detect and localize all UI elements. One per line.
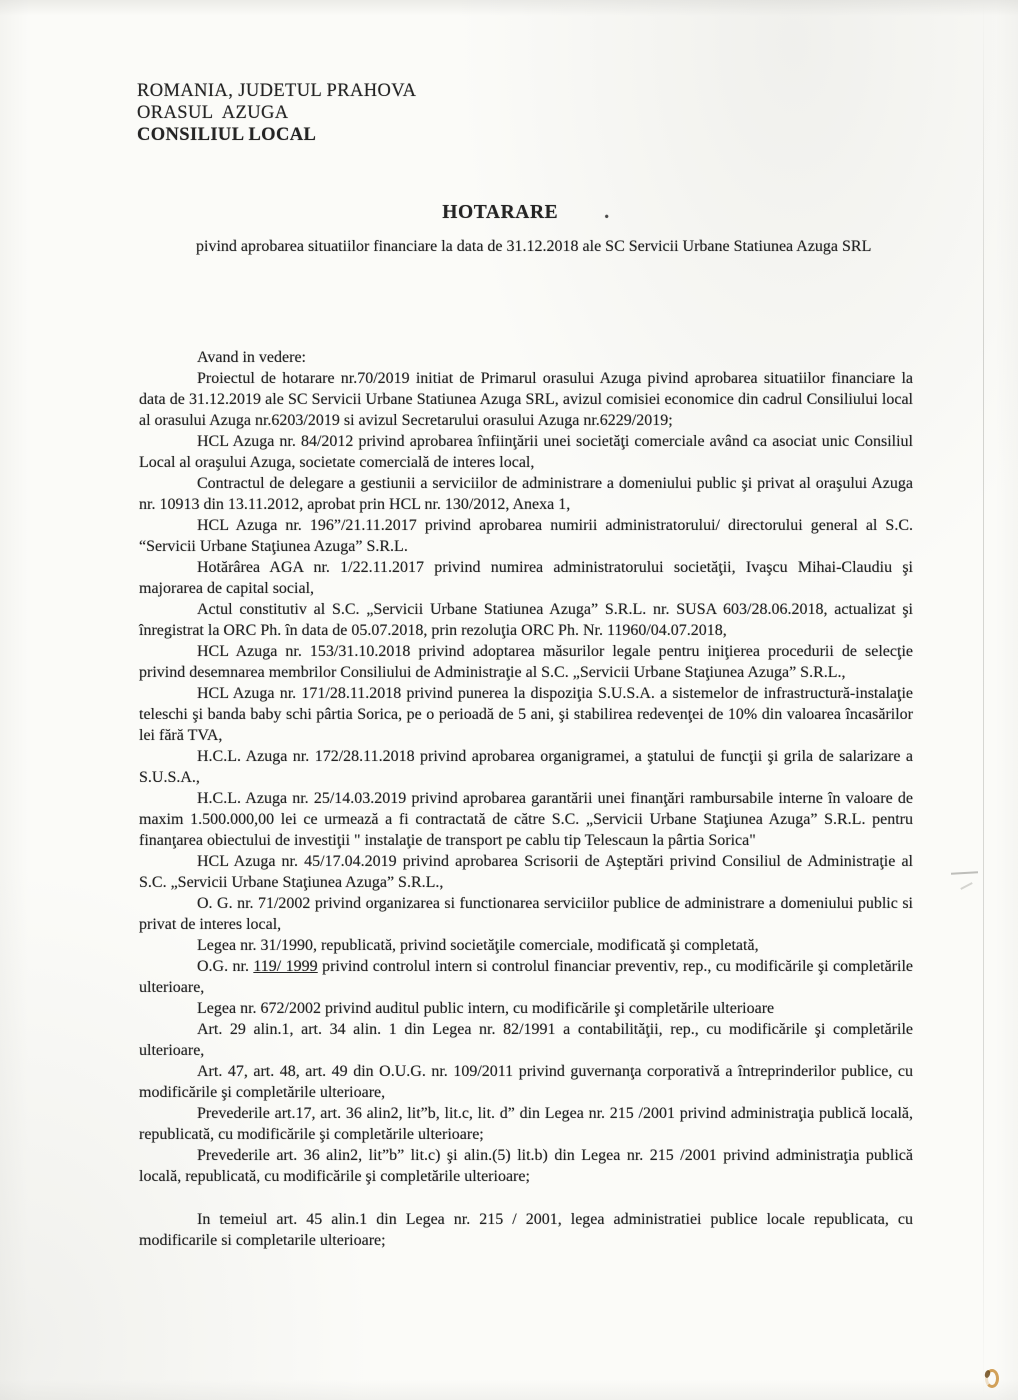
paragraph-text: Legea nr. 672/2002 privind auditul public intern, cu modificările şi completările ulterioare: [197, 1000, 775, 1017]
paragraph-text: privind controlul intern si controlul financiar preventiv, rep., cu modificările şi completările ulterioare,: [139, 958, 913, 996]
title-trailing-dot: .: [604, 202, 610, 223]
header-line-country: ROMANIA, JUDETUL PRAHOVA: [137, 81, 417, 101]
paragraph-text: HCL Azuga nr. 171/28.11.2018 privind punerea la dispoziţia S.U.S.A. a sistemelor de infrastructură-instalaţie teleschi şi banda baby schi pârtia Sorica, pe o perioadă de 5 ani, şi stabilirea redevenţei de 10% din valoarea încasărilor lei fără TVA,: [139, 685, 913, 744]
document-title: HOTARARE: [442, 202, 559, 223]
paragraph-text: Proiectul de hotarare nr.70/2019 initiat de Primarul orasului Azuga pivind aprobarea situatiilor financiare la data de 31.12.2019 ale SC Servicii Urbane Statiunea Azuga SRL, avizul comisiei economice din cadrul Consiliului local al orasului Azuga nr.6203/2019 si avizul Secretarului orasului Azuga nr.6229/2019;: [139, 370, 913, 429]
paragraph: [139, 1145, 913, 1187]
header-block: [137, 80, 416, 146]
paragraph-text: HCL Azuga nr. 196”/21.11.2017 privind aprobarea numirii administratorului/ directorului general al S.C. “Servicii Urbane Staţiunea Azuga” S.R.L.: [139, 517, 913, 555]
paragraph: [139, 1019, 913, 1061]
preamble-label: Avand in vedere:: [197, 349, 306, 366]
paragraph-text: Legea nr. 31/1990, republicată, privind societăţile comerciale, modificată şi completată,: [197, 937, 759, 954]
paragraph: [139, 473, 913, 515]
document-body: [139, 347, 913, 1251]
paragraph-text: Prevederile art. 36 alin2, lit”b” lit.c) şi alin.(5) lit.b) din Legea nr. 215 /2001 privind administraţia publică locală, republicată, cu modificările şi completările ulterioare;: [139, 1147, 913, 1185]
underlined-law-reference: 119/ 1999: [253, 958, 318, 975]
paragraph-text: Art. 47, art. 48, art. 49 din O.U.G. nr. 109/2011 privind guvernanţa corporativă a întreprinderilor publice, cu modificările şi completările ulterioare,: [139, 1063, 913, 1101]
scan-fold-line: [983, 0, 984, 1400]
paragraph: [139, 599, 913, 641]
title-row: [139, 202, 913, 224]
paragraph: [139, 1103, 913, 1145]
paragraph-text: Contractul de delegare a gestiunii a serviciilor de administrare a domeniului public şi privat al oraşului Azuga nr. 10913 din 13.11.2012, aprobat prin HCL nr. 130/2012, Anexa 1,: [139, 475, 913, 513]
paragraph-text: HCL Azuga nr. 84/2012 privind aprobarea înfiinţării unei societăţi comerciale având ca asociat unic Consiliul Local al oraşului Azuga, societate comercială de interes local,: [139, 433, 913, 471]
scan-mark-dash-small: [960, 882, 972, 890]
paragraph-list: [139, 368, 913, 1251]
paragraph-text: Art. 29 alin.1, art. 34 alin. 1 din Legea nr. 82/1991 a contabilităţii, rep., cu modificările şi completările ulterioare,: [139, 1021, 913, 1059]
paragraph: [139, 557, 913, 599]
paragraph: [139, 851, 913, 893]
paragraph-text: Prevederile art.17, art. 36 alin2, lit”b, lit.c, lit. d” din Legea nr. 215 /2001 privind administraţia publică locală, republicată, cu modificările şi completările ulterioare;: [139, 1105, 913, 1143]
paragraph-text: H.C.L. Azuga nr. 172/28.11.2018 privind aprobarea organigramei, a ştatului de funcţii şi grila de salarizare a S.U.S.A.,: [139, 748, 913, 786]
paragraph: [139, 956, 913, 998]
paragraph: [139, 998, 913, 1019]
paragraph: [139, 746, 913, 788]
paragraph: [139, 515, 913, 557]
paragraph: [139, 1209, 913, 1251]
paragraph: [139, 431, 913, 473]
document-subtitle: pivind aprobarea situatiilor financiare la data de 31.12.2018 ale SC Servicii Urbane Statiunea Azuga SRL: [196, 238, 872, 255]
paragraph: [139, 893, 913, 935]
paragraph-text: Actul constitutiv al S.C. „Servicii Urbane Statiunea Azuga” S.R.L. nr. SUSA 603/28.06.2018, actualizat şi înregistrat la ORC Ph. în data de 05.07.2018, prin rezoluţia ORC Ph. Nr. 11960/04.07.2018,: [139, 601, 913, 639]
paragraph: [139, 683, 913, 746]
paragraph-text: In temeiul art. 45 alin.1 din Legea nr. 215 / 2001, legea administratiei publice locale republicata, cu modificarile si completarile ulterioare;: [139, 1211, 913, 1249]
paragraph-text: H.C.L. Azuga nr. 25/14.03.2019 privind aprobarea garantării unei finanţări rambursabile interne în valoare de maxim 1.500.000,00 lei ce urmează a fi contractată de către S.C. „Servicii Urbane Staţiunea Azuga” S.R.L. pentru finanţarea obiectului de investiţii " instalaţie de transport pe cablu tip Telescaun la pârtia Sorica": [139, 790, 913, 849]
header-line-city: ORASUL AZUGA: [137, 103, 289, 123]
paragraph-text: O.G. nr.: [197, 958, 254, 975]
paragraph: [139, 1061, 913, 1103]
paragraph-text: HCL Azuga nr. 45/17.04.2019 privind aprobarea Scrisorii de Aşteptări privind Consiliul de Administraţie al S.C. „Servicii Urbane Staţiunea Azuga” S.R.L.,: [139, 853, 913, 891]
scan-mark-dash: [951, 871, 978, 874]
paragraph: [139, 788, 913, 851]
paragraph: [139, 641, 913, 683]
paragraph: [139, 935, 913, 956]
paragraph: [139, 368, 913, 431]
paragraph-text: Hotărârea AGA nr. 1/22.11.2017 privind numirea administratorului societăţii, Ivaşcu Mihai-Claudiu şi majorarea de capital social,: [139, 559, 913, 597]
header-line-council: CONSILIUL LOCAL: [137, 125, 317, 145]
paragraph-text: O. G. nr. 71/2002 privind organizarea si functionarea serviciilor publice de administrare a domeniului public si privat de interes local,: [139, 895, 913, 933]
paragraph-text: HCL Azuga nr. 153/31.10.2018 privind adoptarea măsurilor legale pentru iniţierea procedurii de selecţie privind desemnarea membrilor Consiliului de Administraţie al S.C. „Servicii Urbane Staţiunea Azuga” S.R.L.,: [139, 643, 913, 681]
